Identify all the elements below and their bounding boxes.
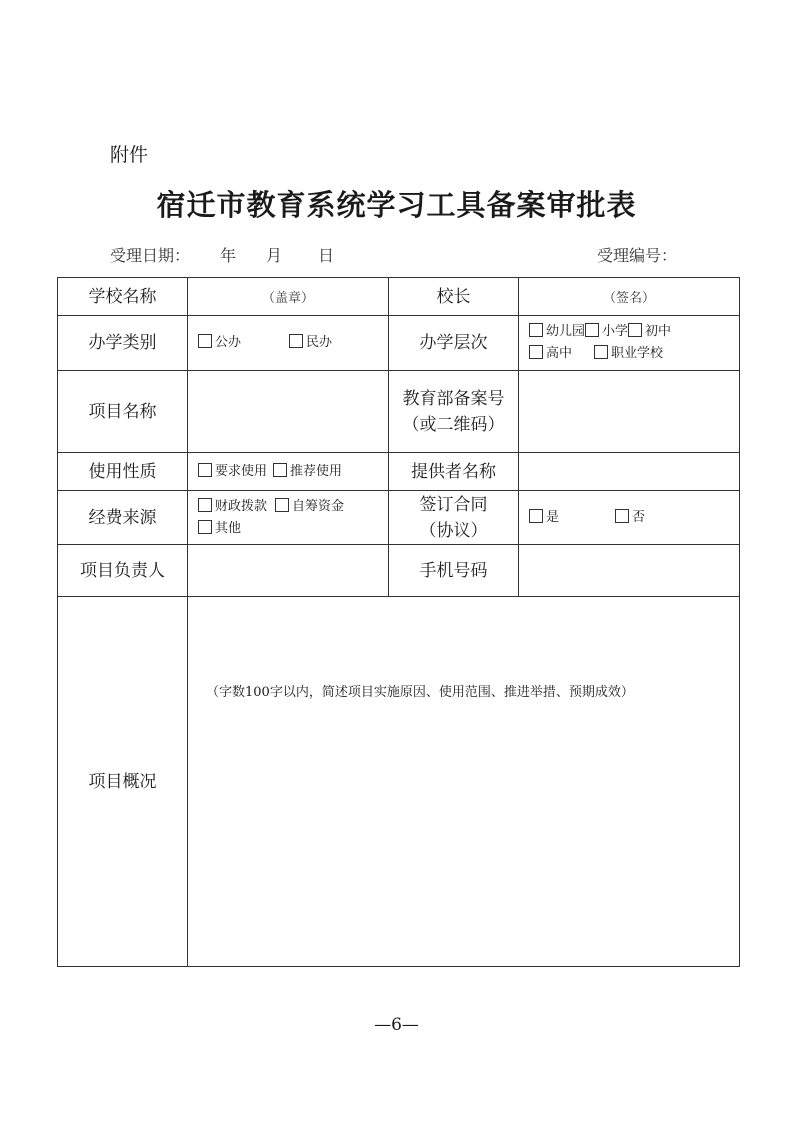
option-public[interactable]: 公办 — [198, 332, 241, 354]
checkbox[interactable] — [198, 334, 212, 348]
checkbox[interactable] — [198, 463, 212, 477]
principal-signature-field[interactable]: （签名） — [519, 278, 740, 316]
option-fiscal[interactable]: 财政拨款 — [198, 496, 267, 518]
page-number: —6— — [374, 1015, 419, 1035]
option-senior[interactable]: 高中 — [529, 343, 572, 365]
principal-label: 校长 — [389, 278, 519, 316]
project-name-field[interactable] — [188, 371, 389, 453]
school-level-options — [519, 316, 740, 371]
checkbox[interactable] — [615, 509, 629, 523]
school-seal-field[interactable]: （盖章） — [188, 278, 389, 316]
phone-field[interactable] — [519, 545, 740, 597]
acceptance-number-label: 受理编号： — [597, 246, 678, 265]
school-level-label: 办学层次 — [389, 316, 519, 371]
contract-label: 签订合同 （协议） — [389, 491, 519, 545]
checkbox[interactable] — [275, 498, 289, 512]
row-owner — [58, 545, 740, 597]
row-school-name — [58, 278, 740, 316]
checkbox[interactable] — [529, 345, 543, 359]
option-vocational[interactable]: 职业学校 — [594, 343, 663, 365]
usage-label: 使用性质 — [58, 453, 188, 491]
checkbox[interactable] — [529, 323, 543, 337]
date-label: 受理日期： — [110, 246, 191, 265]
checkbox[interactable] — [289, 334, 303, 348]
option-private[interactable]: 民办 — [289, 332, 332, 354]
approval-form-table — [57, 277, 740, 967]
owner-label: 项目负责人 — [58, 545, 188, 597]
option-recommended-use[interactable]: 推荐使用 — [273, 461, 342, 483]
month-label: 月 — [266, 246, 283, 265]
day-label: 日 — [318, 246, 335, 265]
overview-label: 项目概况 — [58, 597, 188, 967]
option-other[interactable]: 其他 — [198, 518, 241, 540]
attachment-label: 附件 — [110, 144, 149, 166]
contract-options — [519, 491, 740, 545]
option-junior[interactable]: 初中 — [628, 321, 671, 343]
checkbox[interactable] — [585, 323, 599, 337]
row-usage — [58, 453, 740, 491]
checkbox[interactable] — [198, 520, 212, 534]
row-project-name — [58, 371, 740, 453]
school-type-label: 办学类别 — [58, 316, 188, 371]
form-title: 宿迁市教育系统学习工具备案审批表 — [156, 188, 637, 222]
provider-name-label: 提供者名称 — [389, 453, 519, 491]
provider-name-field[interactable] — [519, 453, 740, 491]
option-primary[interactable]: 小学 — [585, 321, 628, 343]
school-type-options — [188, 316, 389, 371]
school-name-label: 学校名称 — [58, 278, 188, 316]
record-number-field[interactable] — [519, 371, 740, 453]
project-name-label: 项目名称 — [58, 371, 188, 453]
option-kindergarten[interactable]: 幼儿园 — [529, 321, 585, 343]
usage-options — [188, 453, 389, 491]
overview-hint: （字数100字以内，简述项目实施原因、使用范围、推进举措、预期成效） — [206, 685, 634, 700]
funding-label: 经费来源 — [58, 491, 188, 545]
overview-field[interactable] — [188, 597, 740, 967]
phone-label: 手机号码 — [389, 545, 519, 597]
row-overview — [58, 597, 740, 967]
checkbox[interactable] — [628, 323, 642, 337]
checkbox[interactable] — [594, 345, 608, 359]
checkbox[interactable] — [529, 509, 543, 523]
row-funding — [58, 491, 740, 545]
acceptance-date — [110, 243, 334, 266]
row-school-type — [58, 316, 740, 371]
funding-options — [188, 491, 389, 545]
owner-field[interactable] — [188, 545, 389, 597]
record-number-label: 教育部备案号 （或二维码） — [389, 371, 519, 453]
option-no[interactable]: 否 — [615, 507, 645, 529]
checkbox[interactable] — [198, 498, 212, 512]
option-required-use[interactable]: 要求使用 — [198, 461, 267, 483]
option-yes[interactable]: 是 — [529, 507, 559, 529]
option-self-raised[interactable]: 自筹资金 — [275, 496, 344, 518]
year-label: 年 — [220, 246, 237, 265]
checkbox[interactable] — [273, 463, 287, 477]
